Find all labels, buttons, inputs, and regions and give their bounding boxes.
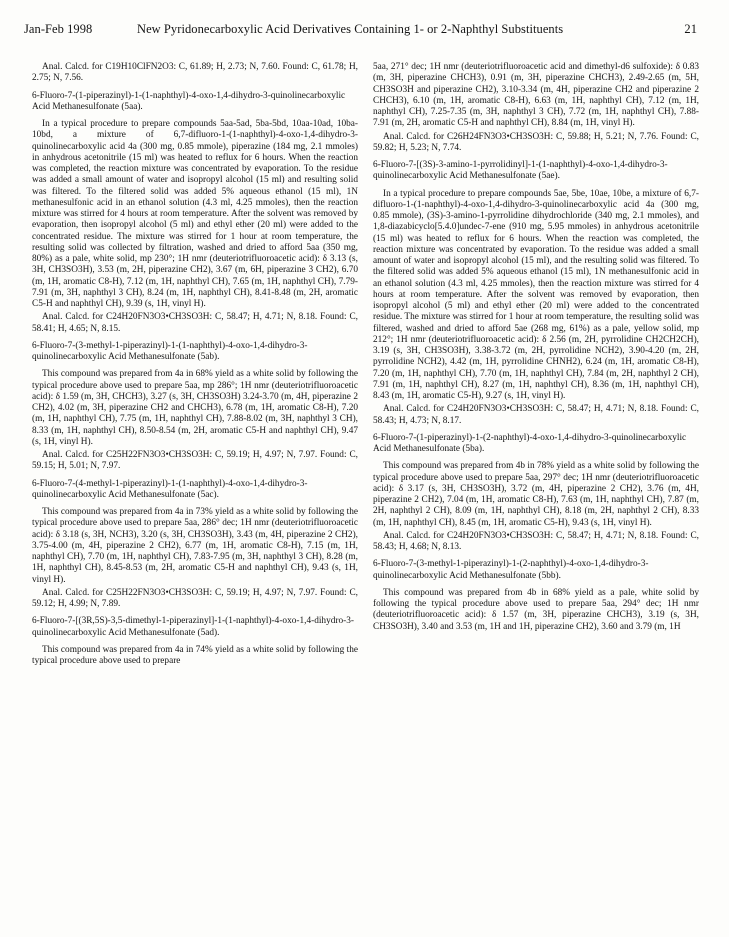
- paragraph-anal: Anal. Calcd. for C26H24FN3O3•CH3SO3H: C, 59.88; H, 5.21; N, 7.76. Found: C, 59.82; H, 5.23; N, 7.74.: [373, 131, 699, 153]
- paragraph-body: This compound was prepared from 4b in 68% yield as a pale, white solid by following the typical procedure above used to prepare 5aa, 294° dec; 1H nmr (deuteriotrifluoroacetic acid): δ 1.57 (m, 3H, piperazine CHCH3), 3.19 (s, 3H, CH3SO3H), 3.40 and 3.53 (m, 1H and 1H, piperazine CH2), 3.60 and 3.79 (m, 1H: [373, 587, 699, 632]
- paragraph-body: In a typical procedure to prepare compounds 5ae, 5be, 10ae, 10be, a mixture of 6,7-difluoro-1-(1-naphthyl)-4-oxo-1,4-dihydro-3-quinolinecarboxylic acid 4a (300 mg, 0.85 mmole), (3S)-3-amino-1-pyrrolidine dihydrochloride (340 mg, 2.1 mmoles), and 1,8-diazabicyclo[5.4.0]undec-7-ene (910 mg, 5.95 mmoles) in anhydrous acetonitrile (15 ml) was heated to reflux for 6 hours. When the reaction was completed, the reaction mixture was concentrated by evaporation. To the residue was added a small amount of water and isopropyl alcohol (15 ml), and the resulting solid was filtered. To the filtered solid was added 5% aqueous ethanol (15 ml), 1N methanesulfonic acid in an ethanol solution (4.3 ml, 4.25 mmoles), then the reaction mixture was stirred for 4 hours at room temperature. After the solvent was removed by evaporation, then isopropyl alcohol (5 ml) and ethyl ether (20 ml) were added to the concentrated residue. The mixture was stirred for 1 hour at room temperature, the resulting solid was filtered, washed and dried to afford 5ae (268 mg, 61%) as a pale, yellow solid, mp 212°; 1H nmr (deuteriotrifluoroacetic acid): δ 2.56 (m, 2H, pyrrolidine CH2CH2CH), 3.19 (s, 3H, CH3SO3H), 3.38-3.72 (m, 2H, pyrrolidine NCH2), 3.90-4.20 (m, 2H, pyrrolidine NCH2), 4.42 (m, 1H, pyrrolidine CHNH2), 6.24 (m, 1H, aromatic C8-H), 7.20 (m, 1H, naphthyl CH), 7.70 (m, 1H, naphthyl CH), 7.84 (m, 2H, naphthyl 2 CH), 7.91 (m, 1H, naphthyl CH), 8.27 (m, 1H, naphthyl CH), 8.36 (m, 1H, naphthyl CH), 8.43 (m, 1H, aromatic C5-H), 9.27 (s, 1H, vinyl H).: [373, 188, 699, 401]
- paragraph-heading: 6-Fluoro-7-(1-piperazinyl)-1-(1-naphthyl)-4-oxo-1,4-dihydro-3-quinolinecarboxylic Acid Methanesulfonate (5aa).: [32, 90, 346, 112]
- paragraph-anal: Anal. Calcd. for C19H10ClFN2O3: C, 61.89; H, 2.73; N, 7.60. Found: C, 61.78; H, 2.75; N, 7.56.: [32, 62, 358, 84]
- paragraph-anal: Anal. Calcd. for C24H20FN3O3•CH3SO3H: C, 58.47; H, 4.71; N, 8.18. Found: C, 58.41; H, 4.65; N, 8.15.: [32, 312, 358, 334]
- paragraph-body: This compound was prepared from 4a in 73% yield as a white solid by following the typical procedure above used to prepare 5aa, 286° dec; 1H nmr (deuteriotrifluoroacetic acid): δ 3.18 (s, 3H, NCH3), 3.20 (s, 3H, CH3SO3H), 3.43 (m, 4H, piperazine 2 CH2), 3.75-4.00 (m, 4H, piperazine 2 CH2), 6.77 (m, 1H, aromatic C8-H), 7.15 (m, 1H, naphthyl CH), 7.70 (m, 1H, naphthyl CH), 7.83-7.95 (m, 3H, naphthyl 3 CH), 8.28 (m, 1H, naphthyl CH), 8.45-8.53 (m, 2H, aromatic C5-H and naphthyl CH), 9.43 (s, 1H, vinyl H).: [32, 507, 358, 585]
- running-header: [24, 22, 697, 38]
- paragraph-body-cont: 5aa, 271° dec; 1H nmr (deuteriotrifluoroacetic acid and dimethyl-d6 sulfoxide): δ 0.83 (m, 3H, piperazine CHCH3), 0.91 (m, 3H, piperazine CHCH3), 2.49-2.65 (m, 5H, CH3SO3H and piperazine CH2), 3.10-3.34 (m, 4H, piperazine CH2 and piperazine 2 CHCH3), 6.10 (m, 1H, aromatic C8-H), 6.63 (m, 1H, naphthyl CH), 7.12 (m, 1H, naphthyl CH), 7.25-7.35 (m, 3H, naphthyl 3 CH), 7.72 (m, 1H, naphthyl CH), 7.88-7.91 (m, 2H, aromatic C5-H and naphthyl CH), 8.84 (m, 1H, vinyl H).: [373, 62, 699, 129]
- paragraph-anal: Anal. Calcd. for C24H20FN3O3•CH3SO3H: C, 58.47; H, 4.71; N, 8.18. Found: C, 58.43; H, 4.73; N, 8.17.: [373, 404, 699, 426]
- paragraph-anal: Anal. Calcd. for C24H20FN3O3•CH3SO3H: C, 58.47; H, 4.71; N, 8.18. Found: C, 58.43; H, 4.68; N, 8.13.: [373, 530, 699, 552]
- paragraph-heading: 6-Fluoro-7-[(3S)-3-amino-1-pyrrolidinyl]-1-(1-naphthyl)-4-oxo-1,4-dihydro-3-quinolinecarboxylic Acid Methanesulfonate (5ae).: [373, 160, 668, 182]
- paragraph-heading: 6-Fluoro-7-(3-methyl-1-piperazinyl)-1-(2-naphthyl)-4-oxo-1,4-dihydro-3-quinolinecarboxylic Acid Methanesulfonate (5bb).: [373, 559, 649, 581]
- page-number: 21: [684, 22, 697, 36]
- paragraph-heading: 6-Fluoro-7-(3-methyl-1-piperazinyl)-1-(1-naphthyl)-4-oxo-1,4-dihydro-3-quinolinecarboxylic Acid Methanesulfonate (5ab).: [32, 340, 308, 362]
- header-date: Jan-Feb 1998: [24, 22, 93, 36]
- paragraph-body: This compound was prepared from 4a in 68% yield as a white solid by following the typical procedure above used to prepare 5aa, mp 286°; 1H nmr (deuteriotrifluoroacetic acid): δ 1.59 (m, 3H, CHCH3), 3.27 (s, 3H, CH3SO3H) 3.24-3.70 (m, 4H, piperazine 2 CH2), 4.02 (m, 3H, piperazine CH2 and CHCH3), 6.78 (m, 1H, aromatic C8-H), 7.20 (m, 1H, naphthyl CH), 7.75 (m, 1H, naphthyl CH), 7.88-8.02 (m, 3H, naphthyl 3 CH), 8.33 (m, 1H, naphthyl CH), 8.50-8.54 (m, 2H, aromatic C5-H and naphthyl CH), 9.47 (s, 1H, vinyl H).: [32, 369, 358, 447]
- right-column: [373, 62, 699, 633]
- paragraph-anal: Anal. Calcd. for C25H22FN3O3•CH3SO3H: C, 59.19; H, 4.97; N, 7.97. Found: C, 59.15; H, 5.01; N, 7.97.: [32, 450, 358, 472]
- paragraph-heading: 6-Fluoro-7-(4-methyl-1-piperazinyl)-1-(1-naphthyl)-4-oxo-1,4-dihydro-3-quinolinecarboxylic Acid Methanesulfonate (5ac).: [32, 478, 308, 500]
- header-title: New Pyridonecarboxylic Acid Derivatives Containing 1- or 2-Naphthyl Substituents: [137, 22, 564, 36]
- paragraph-body: This compound was prepared from 4a in 74% yield as a white solid by following the typical procedure above used to prepare: [32, 644, 358, 666]
- paragraph-body: In a typical procedure to prepare compounds 5aa-5ad, 5ba-5bd, 10aa-10ad, 10ba-10bd, a mixture of 6,7-difluoro-1-(1-naphthyl)-4-oxo-1,4-dihydro-3-quinolinecarboxylic acid 4a (300 mg, 0.85 mmole), piperazine (184 mg, 2.1 mmoles) in anhydrous acetonitrile (15 ml) was heated to reflux for 6 hours. When the reaction was completed, the reaction mixture was concentrated by evaporation. To the residue was added a small amount of water and isopropyl alcohol (15 ml) and resulting solid was filtered. To the filtered solid was added 5% aqueous ethanol (15 ml), 1N methanesulfonic acid in an ethanol solution (4.3 ml, 4.25 mmoles), then the reaction mixture was stirred for 4 hours at room temperature. After the solvent was removed by evaporation, then isopropyl alcohol (5 ml) and ethyl ether (20 ml) were added to the concentrated residue. The mixture was stirred for 1 hour at room temperature, the resulting solid was collected by filtration, washed and dried to afford 5aa (350 mg, 80%) as a pale, white solid, mp 230°; 1H nmr (deuteriotrifluoroacetic acid): δ 3.13 (s, 3H, CH3SO3H), 3.53 (m, 2H, piperazine CH2), 3.67 (m, 6H, piperazine 3 CH2), 6.70 (m, 1H, aromatic C8-H), 7.12 (m, 1H, naphthyl CH), 7.65 (m, 1H, naphthyl CH), 7.79-7.91 (m, 3H, naphthyl 3 CH), 8.24 (m, 1H, naphthyl CH), 8.41-8.48 (m, 2H, aromatic C5-H and naphthyl CH), 9.39 (s, 1H, vinyl H).: [32, 119, 358, 309]
- left-column: [32, 62, 358, 667]
- paragraph-heading: 6-Fluoro-7-[(3R,5S)-3,5-dimethyl-1-piperazinyl]-1-(1-naphthyl)-4-oxo-1,4-dihydro-3-quinolinecarboxylic Acid Methanesulfonate (5ad).: [32, 616, 354, 638]
- paragraph-heading: 6-Fluoro-7-(1-piperazinyl)-1-(2-naphthyl)-4-oxo-1,4-dihydro-3-quinolinecarboxylic Acid Methanesulfonate (5ba).: [373, 432, 687, 454]
- paragraph-body: This compound was prepared from 4b in 78% yield as a white solid by following the typical procedure above used to prepare 5aa, 297° dec; 1H nmr (deuteriotrifluoroacetic acid): δ 3.17 (s, 3H, CH3SO3H), 3.72 (m, 4H, piperazine 2 CH2), 3.76 (m, 4H, piperazine 2 CH2), 7.04 (m, 1H, aromatic C8-H), 7.63 (m, 1H, naphthyl CH), 7.87 (m, 2H, naphthyl 2 CH), 8.09 (m, 1H, naphthyl CH), 8.18 (m, 2H, naphthyl 2 CH), 8.33 (m, 1H, naphthyl CH), 8.45 (m, 1H, aromatic C5-H), 9.43 (s, 1H, vinyl H).: [373, 461, 699, 528]
- paragraph-anal: Anal. Calcd. for C25H22FN3O3•CH3SO3H: C, 59.19; H, 4.97; N, 7.97. Found: C, 59.12; H, 4.99; N, 7.89.: [32, 587, 358, 609]
